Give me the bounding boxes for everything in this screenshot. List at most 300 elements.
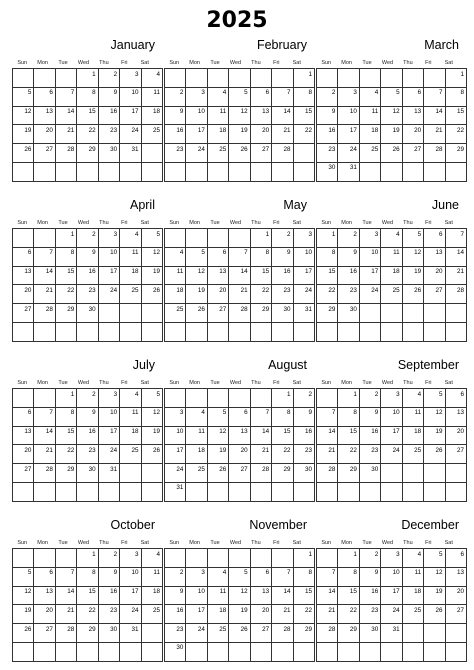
day-cell [272, 642, 293, 661]
day-number: 11 [176, 268, 184, 276]
weekday-label: Sun [17, 380, 28, 386]
month-name: November [249, 518, 307, 532]
day-cell [250, 407, 271, 426]
day-cell [13, 87, 34, 106]
weekday-label: Thu [99, 60, 109, 66]
day-number: 5 [201, 249, 205, 257]
day-cell [165, 482, 186, 501]
day-cell [317, 426, 338, 445]
weekday-label: Fri [425, 380, 432, 386]
month-grid [164, 228, 315, 342]
day-cell [120, 567, 141, 586]
day-number: 4 [156, 70, 160, 78]
day-cell [317, 266, 338, 285]
week-row [165, 285, 315, 304]
day-number: 17 [197, 126, 205, 134]
day-cell [229, 162, 250, 181]
day-cell [338, 285, 359, 304]
day-number: 3 [179, 409, 184, 417]
day-cell [359, 586, 380, 605]
day-cell [207, 162, 228, 181]
day-cell [207, 426, 228, 445]
weekday-label: Sun [321, 60, 332, 66]
weekday-label: Wed [77, 540, 90, 546]
day-number: 16 [349, 268, 357, 276]
day-number: 7 [244, 249, 248, 257]
day-number: 14 [435, 108, 443, 116]
week-row [13, 549, 163, 568]
week-row [165, 445, 315, 464]
day-cell [141, 642, 162, 661]
day-cell [13, 247, 34, 266]
day-number: 30 [88, 305, 96, 313]
day-cell [445, 266, 466, 285]
day-cell [381, 407, 402, 426]
day-cell [402, 162, 423, 181]
day-number: 7 [49, 249, 53, 257]
day-cell [55, 605, 76, 624]
day-cell [317, 162, 338, 181]
day-cell [77, 87, 98, 106]
day-cell [272, 285, 293, 304]
day-cell [381, 389, 402, 408]
day-cell [55, 285, 76, 304]
day-cell [424, 549, 445, 568]
day-cell [77, 605, 98, 624]
day-number: 26 [152, 446, 160, 454]
day-number: 17 [176, 446, 184, 454]
day-number: 20 [24, 286, 32, 294]
day-cell [13, 567, 34, 586]
day-cell [165, 464, 186, 483]
day-cell [141, 482, 162, 501]
weekday-label: Sun [17, 220, 28, 226]
month-grid [12, 68, 163, 182]
day-cell [141, 426, 162, 445]
weekday-label: Fri [273, 380, 280, 386]
day-number: 15 [456, 108, 464, 116]
weekday-label: Tue [210, 540, 220, 546]
day-number: 12 [435, 569, 443, 577]
day-cell [381, 586, 402, 605]
day-cell [120, 482, 141, 501]
week-row [13, 229, 163, 248]
day-cell [120, 464, 141, 483]
weekday-label: Sun [169, 380, 180, 386]
month-name: October [110, 518, 155, 532]
day-cell [98, 162, 119, 181]
day-number: 29 [283, 465, 291, 473]
weekday-label: Mon [189, 60, 200, 66]
day-cell [98, 586, 119, 605]
day-number: 15 [283, 428, 291, 436]
day-cell [141, 162, 162, 181]
day-number: 3 [396, 550, 400, 558]
day-cell [207, 389, 228, 408]
day-number: 15 [349, 588, 357, 596]
day-number: 2 [287, 230, 291, 238]
weekday-label: Sat [292, 220, 301, 226]
day-number: 10 [110, 249, 118, 257]
day-cell [77, 266, 98, 285]
day-number: 1 [460, 70, 464, 78]
day-cell [250, 586, 271, 605]
day-cell [272, 407, 293, 426]
day-cell [229, 106, 250, 125]
day-cell [229, 266, 250, 285]
day-number: 21 [67, 606, 75, 614]
weekday-label: Wed [229, 380, 242, 386]
day-cell [381, 426, 402, 445]
day-number: 6 [49, 569, 53, 577]
day-number: 22 [328, 286, 336, 294]
day-cell [98, 229, 119, 248]
day-number: 18 [414, 428, 422, 436]
week-row [317, 144, 467, 163]
day-cell [98, 445, 119, 464]
day-cell [445, 304, 466, 323]
day-number: 27 [435, 286, 443, 294]
day-number: 26 [24, 625, 32, 633]
day-number: 8 [353, 409, 357, 417]
day-number: 6 [27, 409, 32, 417]
day-number: 9 [353, 249, 357, 257]
day-cell [445, 464, 466, 483]
weekday-header [316, 540, 459, 546]
week-row [13, 125, 163, 144]
day-number: 26 [392, 145, 400, 153]
day-cell [98, 567, 119, 586]
weekday-header [164, 380, 307, 386]
weekday-label: Fri [121, 220, 128, 226]
day-number: 22 [283, 446, 291, 454]
weekday-label: Tue [58, 220, 68, 226]
day-cell [34, 567, 55, 586]
weekday-label: Sun [169, 60, 180, 66]
day-cell [165, 162, 186, 181]
day-number: 10 [392, 569, 400, 577]
week-row [13, 586, 163, 605]
weekday-label: Wed [77, 220, 90, 226]
day-number: 2 [179, 89, 184, 97]
day-number: 2 [179, 569, 184, 577]
day-number: 21 [456, 268, 464, 276]
day-cell [250, 426, 271, 445]
day-cell [359, 87, 380, 106]
day-number: 19 [435, 428, 443, 436]
day-cell [317, 87, 338, 106]
day-cell [359, 229, 380, 248]
day-cell [34, 407, 55, 426]
week-row [13, 426, 163, 445]
day-number: 16 [328, 126, 336, 134]
day-number: 25 [414, 446, 422, 454]
week-row [165, 322, 315, 341]
day-number: 3 [113, 390, 118, 398]
day-cell [293, 144, 314, 163]
day-cell [250, 285, 271, 304]
day-cell [55, 266, 76, 285]
weekday-label: Thu [403, 60, 413, 66]
day-number: 15 [304, 108, 312, 116]
weekday-label: Sun [321, 380, 332, 386]
day-cell [424, 106, 445, 125]
day-number: 22 [349, 446, 357, 454]
weekday-label: Tue [58, 540, 68, 546]
day-number: 7 [70, 89, 75, 97]
day-cell [55, 586, 76, 605]
day-number: 19 [240, 606, 248, 614]
day-cell [445, 162, 466, 181]
day-cell [402, 247, 423, 266]
day-cell [55, 407, 76, 426]
day-cell [424, 266, 445, 285]
day-number: 25 [176, 305, 184, 313]
day-number: 30 [349, 305, 357, 313]
day-number: 29 [262, 305, 270, 313]
week-row [317, 162, 467, 181]
day-number: 21 [45, 286, 53, 294]
day-cell [120, 285, 141, 304]
day-cell [293, 125, 314, 144]
day-cell [34, 144, 55, 163]
weekday-label: Mon [341, 540, 352, 546]
week-row [317, 266, 467, 285]
day-cell [34, 642, 55, 661]
day-number: 17 [392, 588, 400, 596]
day-cell [317, 144, 338, 163]
day-cell [120, 162, 141, 181]
weekday-header [12, 540, 155, 546]
day-number: 5 [244, 89, 248, 97]
day-cell [120, 144, 141, 163]
day-number: 13 [24, 428, 32, 436]
day-cell [229, 125, 250, 144]
day-number: 30 [110, 625, 118, 633]
day-number: 7 [49, 409, 53, 417]
day-cell [165, 229, 186, 248]
day-cell [272, 445, 293, 464]
weekday-label: Wed [77, 380, 90, 386]
day-number: 13 [414, 108, 422, 116]
weekday-label: Mon [37, 60, 48, 66]
day-cell [381, 285, 402, 304]
week-row [13, 162, 163, 181]
day-number: 10 [110, 409, 118, 417]
day-cell [250, 605, 271, 624]
day-cell [317, 549, 338, 568]
day-cell [424, 407, 445, 426]
day-cell [186, 586, 207, 605]
day-number: 12 [392, 108, 400, 116]
day-cell [293, 482, 314, 501]
day-cell [317, 69, 338, 88]
weekday-label: Mon [189, 540, 200, 546]
day-cell [98, 106, 119, 125]
day-number: 2 [308, 390, 312, 398]
week-row [13, 407, 163, 426]
day-cell [120, 445, 141, 464]
weekday-label: Thu [403, 540, 413, 546]
day-number: 9 [92, 249, 96, 257]
weekday-label: Mon [37, 540, 48, 546]
day-cell [272, 426, 293, 445]
day-cell [186, 266, 207, 285]
day-cell [250, 106, 271, 125]
day-number: 11 [198, 428, 205, 436]
day-cell [120, 247, 141, 266]
day-cell [402, 69, 423, 88]
day-cell [250, 125, 271, 144]
day-number: 16 [176, 126, 184, 134]
day-number: 7 [460, 230, 464, 238]
day-number: 11 [414, 409, 422, 417]
week-row [165, 144, 315, 163]
day-number: 23 [176, 145, 184, 153]
day-cell [186, 247, 207, 266]
day-cell [13, 407, 34, 426]
month-name: June [431, 198, 459, 212]
day-number: 25 [371, 145, 379, 153]
day-cell [338, 605, 359, 624]
day-cell [77, 106, 98, 125]
day-cell [77, 125, 98, 144]
day-number: 20 [262, 126, 270, 134]
day-cell [293, 624, 314, 643]
day-number: 19 [24, 606, 32, 614]
day-cell [207, 567, 228, 586]
day-number: 12 [197, 268, 205, 276]
day-cell [381, 322, 402, 341]
day-number: 31 [176, 484, 184, 492]
day-number: 1 [331, 230, 336, 238]
week-row [317, 624, 467, 643]
day-cell [141, 106, 162, 125]
day-cell [402, 389, 423, 408]
week-row [165, 125, 315, 144]
month-name: September [397, 358, 459, 372]
day-cell [141, 389, 162, 408]
day-cell [402, 605, 423, 624]
day-cell [381, 445, 402, 464]
week-row [317, 304, 467, 323]
day-number: 8 [92, 569, 96, 577]
weekday-label: Wed [381, 60, 394, 66]
day-number: 28 [45, 465, 53, 473]
day-cell [250, 567, 271, 586]
day-cell [445, 322, 466, 341]
day-number: 6 [49, 89, 53, 97]
day-number: 4 [201, 409, 205, 417]
day-cell [120, 407, 141, 426]
day-number: 28 [456, 286, 464, 294]
day-cell [317, 464, 338, 483]
day-cell [317, 247, 338, 266]
day-cell [207, 586, 228, 605]
month-grid [316, 68, 467, 182]
day-number: 19 [24, 126, 32, 134]
day-cell [165, 549, 186, 568]
day-cell [120, 426, 141, 445]
day-cell [207, 482, 228, 501]
day-number: 1 [287, 390, 291, 398]
day-cell [250, 87, 271, 106]
day-cell [272, 482, 293, 501]
day-cell [77, 389, 98, 408]
day-number: 26 [24, 145, 32, 153]
week-row [13, 605, 163, 624]
day-number: 13 [45, 588, 53, 596]
day-cell [98, 125, 119, 144]
weekday-label: Wed [381, 220, 394, 226]
day-number: 13 [435, 249, 443, 257]
day-cell [13, 605, 34, 624]
week-row [317, 247, 467, 266]
week-row [165, 69, 315, 88]
day-cell [186, 605, 207, 624]
day-cell [250, 144, 271, 163]
day-cell [445, 285, 466, 304]
day-number: 8 [331, 249, 336, 257]
day-number: 18 [219, 606, 227, 614]
day-cell [13, 229, 34, 248]
day-number: 15 [304, 588, 312, 596]
day-cell [381, 549, 402, 568]
day-number: 20 [262, 606, 270, 614]
day-number: 22 [67, 446, 75, 454]
day-number: 21 [328, 446, 336, 454]
day-number: 21 [45, 446, 53, 454]
day-number: 3 [113, 230, 118, 238]
day-cell [359, 426, 380, 445]
week-row [317, 586, 467, 605]
day-cell [424, 586, 445, 605]
week-row [317, 426, 467, 445]
day-cell [207, 407, 228, 426]
day-cell [272, 69, 293, 88]
day-cell [381, 247, 402, 266]
day-cell [77, 229, 98, 248]
day-number: 28 [67, 145, 75, 153]
day-cell [445, 69, 466, 88]
day-cell [207, 304, 228, 323]
day-number: 29 [456, 145, 464, 153]
day-number: 30 [176, 644, 184, 652]
day-cell [98, 304, 119, 323]
month-name: February [256, 38, 307, 52]
day-cell [445, 407, 466, 426]
day-cell [98, 624, 119, 643]
week-row [13, 285, 163, 304]
day-cell [338, 247, 359, 266]
day-cell [381, 229, 402, 248]
day-cell [424, 322, 445, 341]
day-cell [445, 586, 466, 605]
weekday-label: Thu [251, 60, 261, 66]
day-number: 8 [308, 569, 312, 577]
week-row [317, 642, 467, 661]
day-cell [13, 162, 34, 181]
day-number: 9 [113, 569, 118, 577]
day-cell [338, 586, 359, 605]
week-row [317, 322, 467, 341]
day-cell [77, 426, 98, 445]
day-number: 12 [240, 588, 248, 596]
weekday-header [12, 60, 155, 66]
day-number: 27 [240, 465, 248, 473]
day-cell [98, 482, 119, 501]
day-cell [338, 229, 359, 248]
